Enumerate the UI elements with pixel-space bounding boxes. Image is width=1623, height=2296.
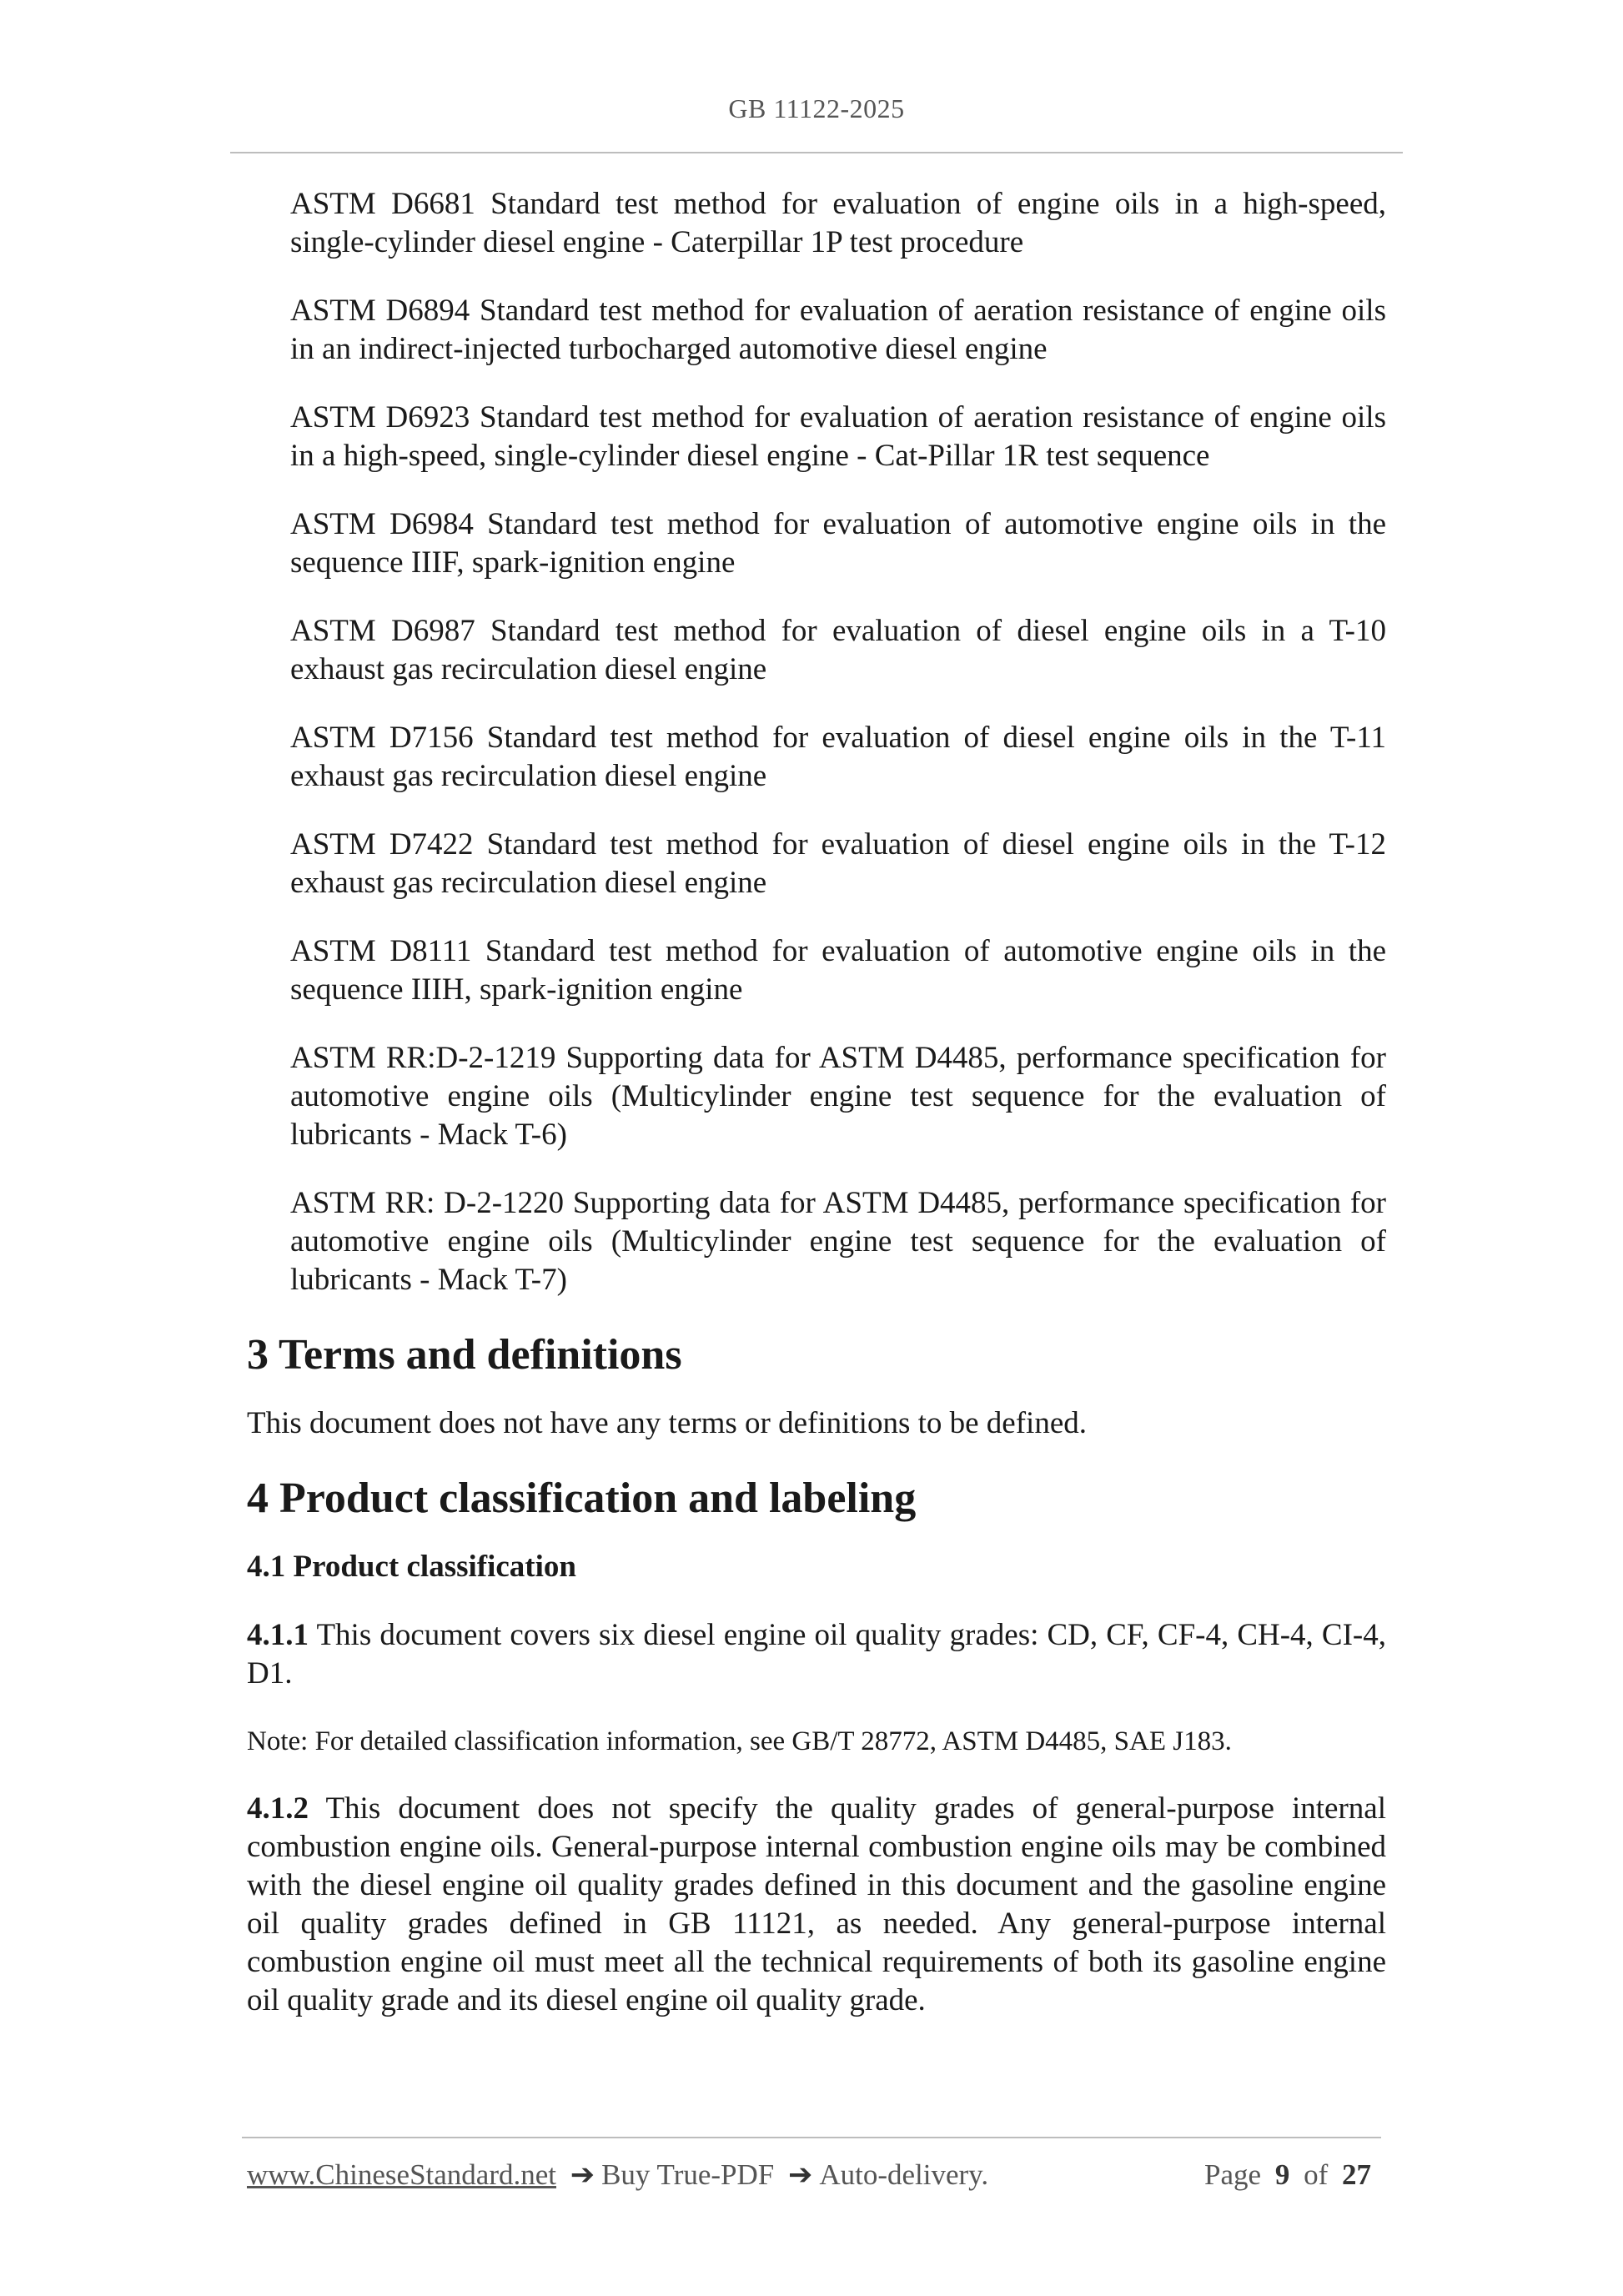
reference-item: ASTM D7422 Standard test method for evaluation of diesel engine oils in the T-12 exhaust gas recirculation diesel engine <box>290 827 1386 900</box>
footer-promo <box>247 2158 988 2192</box>
page-content <box>247 185 1386 2050</box>
clause-4-1-2 <box>247 1790 1386 2020</box>
page-indicator <box>1204 2158 1378 2192</box>
footer-divider <box>242 2137 1381 2138</box>
clause-4-1-1 <box>247 1616 1386 1693</box>
page-of-label: of <box>1304 2158 1329 2191</box>
clause-4-1-1-text: This document covers six diesel engine oil quality grades: CD, CF, CF-4, CH-4, CI-4, D1. <box>247 1618 1386 1691</box>
normative-references-list <box>247 185 1386 1299</box>
total-page-count: 27 <box>1342 2158 1371 2191</box>
reference-item: ASTM D7156 Standard test method for evaluation of diesel engine oils in the T-11 exhaust gas recirculation diesel engine <box>290 721 1386 793</box>
clause-4-1-2-text: This document does not specify the quality grades of general-purpose internal combustion engine oils. General-purpose internal combustion engine oils may be combined with the diesel engine oil quality grades defined in this document and the gasoline engine oil quality grades defined in GB 11121, as needed. Any general-purpose internal combustion engine oil must meet all the technical requirements of both its gasoline engine oil quality grade and its diesel engine oil quality grade. <box>247 1791 1386 2017</box>
current-page-number: 9 <box>1274 2158 1290 2191</box>
section-3-text: This document does not have any terms or definitions to be defined. <box>247 1406 1087 1440</box>
auto-delivery-text: Auto-delivery. <box>819 2158 989 2191</box>
reference-item: ASTM D6923 Standard test method for evaluation of aeration resistance of engine oils in a high-speed, single-cylinder diesel engine - Cat-Pillar 1R test sequence <box>290 400 1386 473</box>
reference-item: ASTM D6894 Standard test method for evaluation of aeration resistance of engine oils in an indirect-injected turbocharged automotive diesel engine <box>290 294 1386 366</box>
site-link[interactable]: www.ChineseStandard.net <box>247 2158 556 2191</box>
page-label: Page <box>1204 2158 1262 2191</box>
clause-4-1-2-number: 4.1.2 <box>247 1791 309 1826</box>
document-code-header: GB 11122-2025 <box>728 93 905 123</box>
section-4-heading: 4 Product classification and labeling <box>247 1475 917 1522</box>
header-divider <box>230 152 1403 153</box>
subsection-4-1-heading: 4.1 Product classification <box>247 1550 576 1584</box>
section-3-heading: 3 Terms and definitions <box>247 1331 682 1379</box>
reference-item: ASTM D8111 Standard test method for evaluation of automotive engine oils in the sequence IIIH, spark-ignition engine <box>290 934 1386 1007</box>
reference-item: ASTM D6681 Standard test method for evaluation of engine oils in a high-speed, single-cylinder diesel engine - Caterpillar 1P test procedure <box>290 187 1386 259</box>
arrow-right-icon: ➔ <box>570 2158 595 2191</box>
reference-item: ASTM D6984 Standard test method for evaluation of automotive engine oils in the sequence IIIF, spark-ignition engine <box>290 507 1386 580</box>
classification-note: Note: For detailed classification information, see GB/T 28772, ASTM D4485, SAE J183. <box>247 1726 1232 1756</box>
reference-item: ASTM RR:D-2-1219 Supporting data for ASTM D4485, performance specification for automotive engine oils (Multicylinder engine test sequence for the evaluation of lubricants - Mack T-6) <box>290 1041 1386 1152</box>
buy-pdf-text: Buy True-PDF <box>601 2158 775 2191</box>
reference-item: ASTM RR: D-2-1220 Supporting data for ASTM D4485, performance specification for automotive engine oils (Multicylinder engine test sequence for the evaluation of lubricants - Mack T-7) <box>290 1186 1386 1297</box>
arrow-right-icon: ➔ <box>788 2158 813 2191</box>
reference-item: ASTM D6987 Standard test method for evaluation of diesel engine oils in a T-10 exhaust gas recirculation diesel engine <box>290 614 1386 686</box>
clause-4-1-1-number: 4.1.1 <box>247 1618 309 1652</box>
page-footer <box>247 2158 1378 2192</box>
